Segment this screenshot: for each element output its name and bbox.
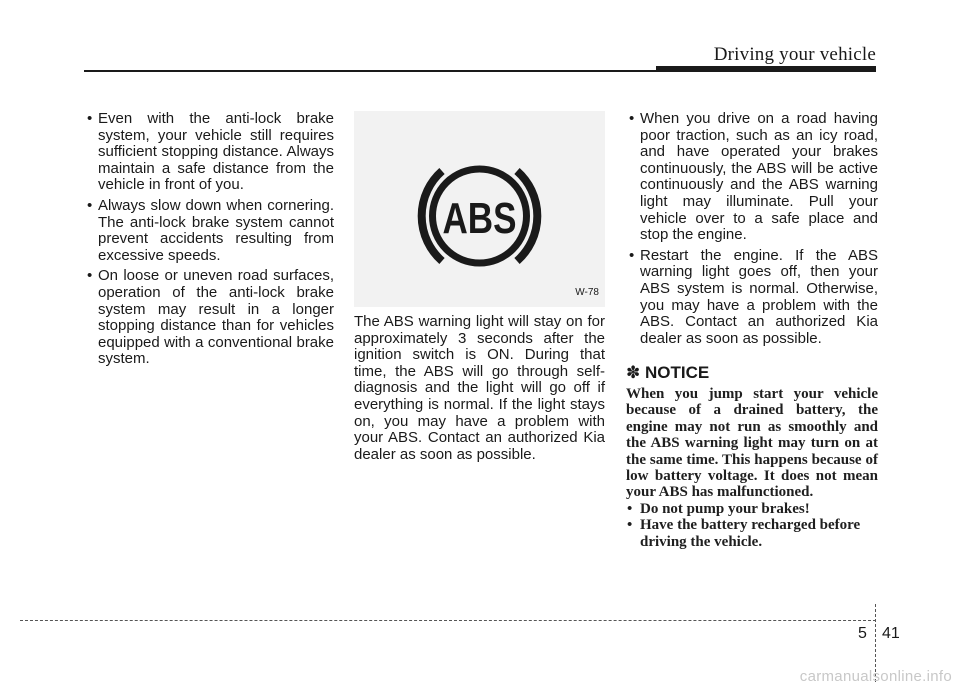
list-item: • When you drive on a road having poor traction, such as an icy road, and have operated your brakes continuously, the ABS will be active continuously and the ABS warning light may illuminate. Pull your vehicle over to a safe place and stop the engine.: [626, 111, 878, 244]
middle-column: [354, 111, 605, 463]
abs-figure: [354, 111, 605, 307]
abs-warning-icon: [354, 111, 605, 307]
figure-code: W-78: [575, 287, 599, 299]
list-item: • Always slow down when cornering. The anti-lock brake system cannot prevent accidents resulting from excessive speeds.: [84, 198, 334, 264]
right-column: [626, 111, 878, 550]
page-number: 41: [882, 625, 900, 642]
notice-title: ✽ NOTICE: [626, 363, 710, 383]
right-bullet-list: [626, 111, 878, 347]
list-item: • Have the battery recharged before driving the vehicle.: [626, 517, 878, 550]
abs-paragraph: The ABS warning light will stay on for approximately 3 seconds after the ignition switch is ON. During that time, the ABS will go through self-diagnosis and the light will go off if everything is normal. If the light stays on, you may have a problem with your ABS. Contact an authorized Kia dealer as soon as possible.: [354, 313, 605, 463]
section-title: Driving your vehicle: [713, 44, 876, 65]
chapter-number: 5: [858, 625, 867, 642]
watermark: carmanualsonline.info: [799, 668, 952, 685]
list-item: • Restart the engine. If the ABS warning light goes off, then your ABS system is normal. Otherwise, you may have a problem with the ABS. Contact an authorized Kia dealer as soon as possible.: [626, 248, 878, 348]
list-item: • Even with the anti-lock brake system, your vehicle still requires sufficient stopping distance. Always maintain a safe distance from the vehicle in front of you.: [84, 111, 334, 194]
abs-icon-text: ABS: [442, 194, 517, 243]
header-rule-accent: [656, 66, 876, 72]
left-bullet-list: [84, 111, 334, 368]
list-item: • Do not pump your brakes!: [626, 501, 878, 517]
left-column: [84, 111, 334, 372]
notice-text: When you jump start your vehicle because of a drained battery, the engine may not run as smoothly and the ABS warning light may turn on at the same time. This happens because of low battery voltage. It does not mean your ABS has malfunctioned.: [626, 385, 878, 501]
notice-body: [626, 386, 878, 550]
list-item: • On loose or uneven road surfaces, operation of the anti-lock brake system may result in a longer stopping distance than for vehicles equipped with a conventional brake system.: [84, 268, 334, 368]
footer-rule: [20, 620, 876, 621]
notice-list: [626, 501, 878, 550]
